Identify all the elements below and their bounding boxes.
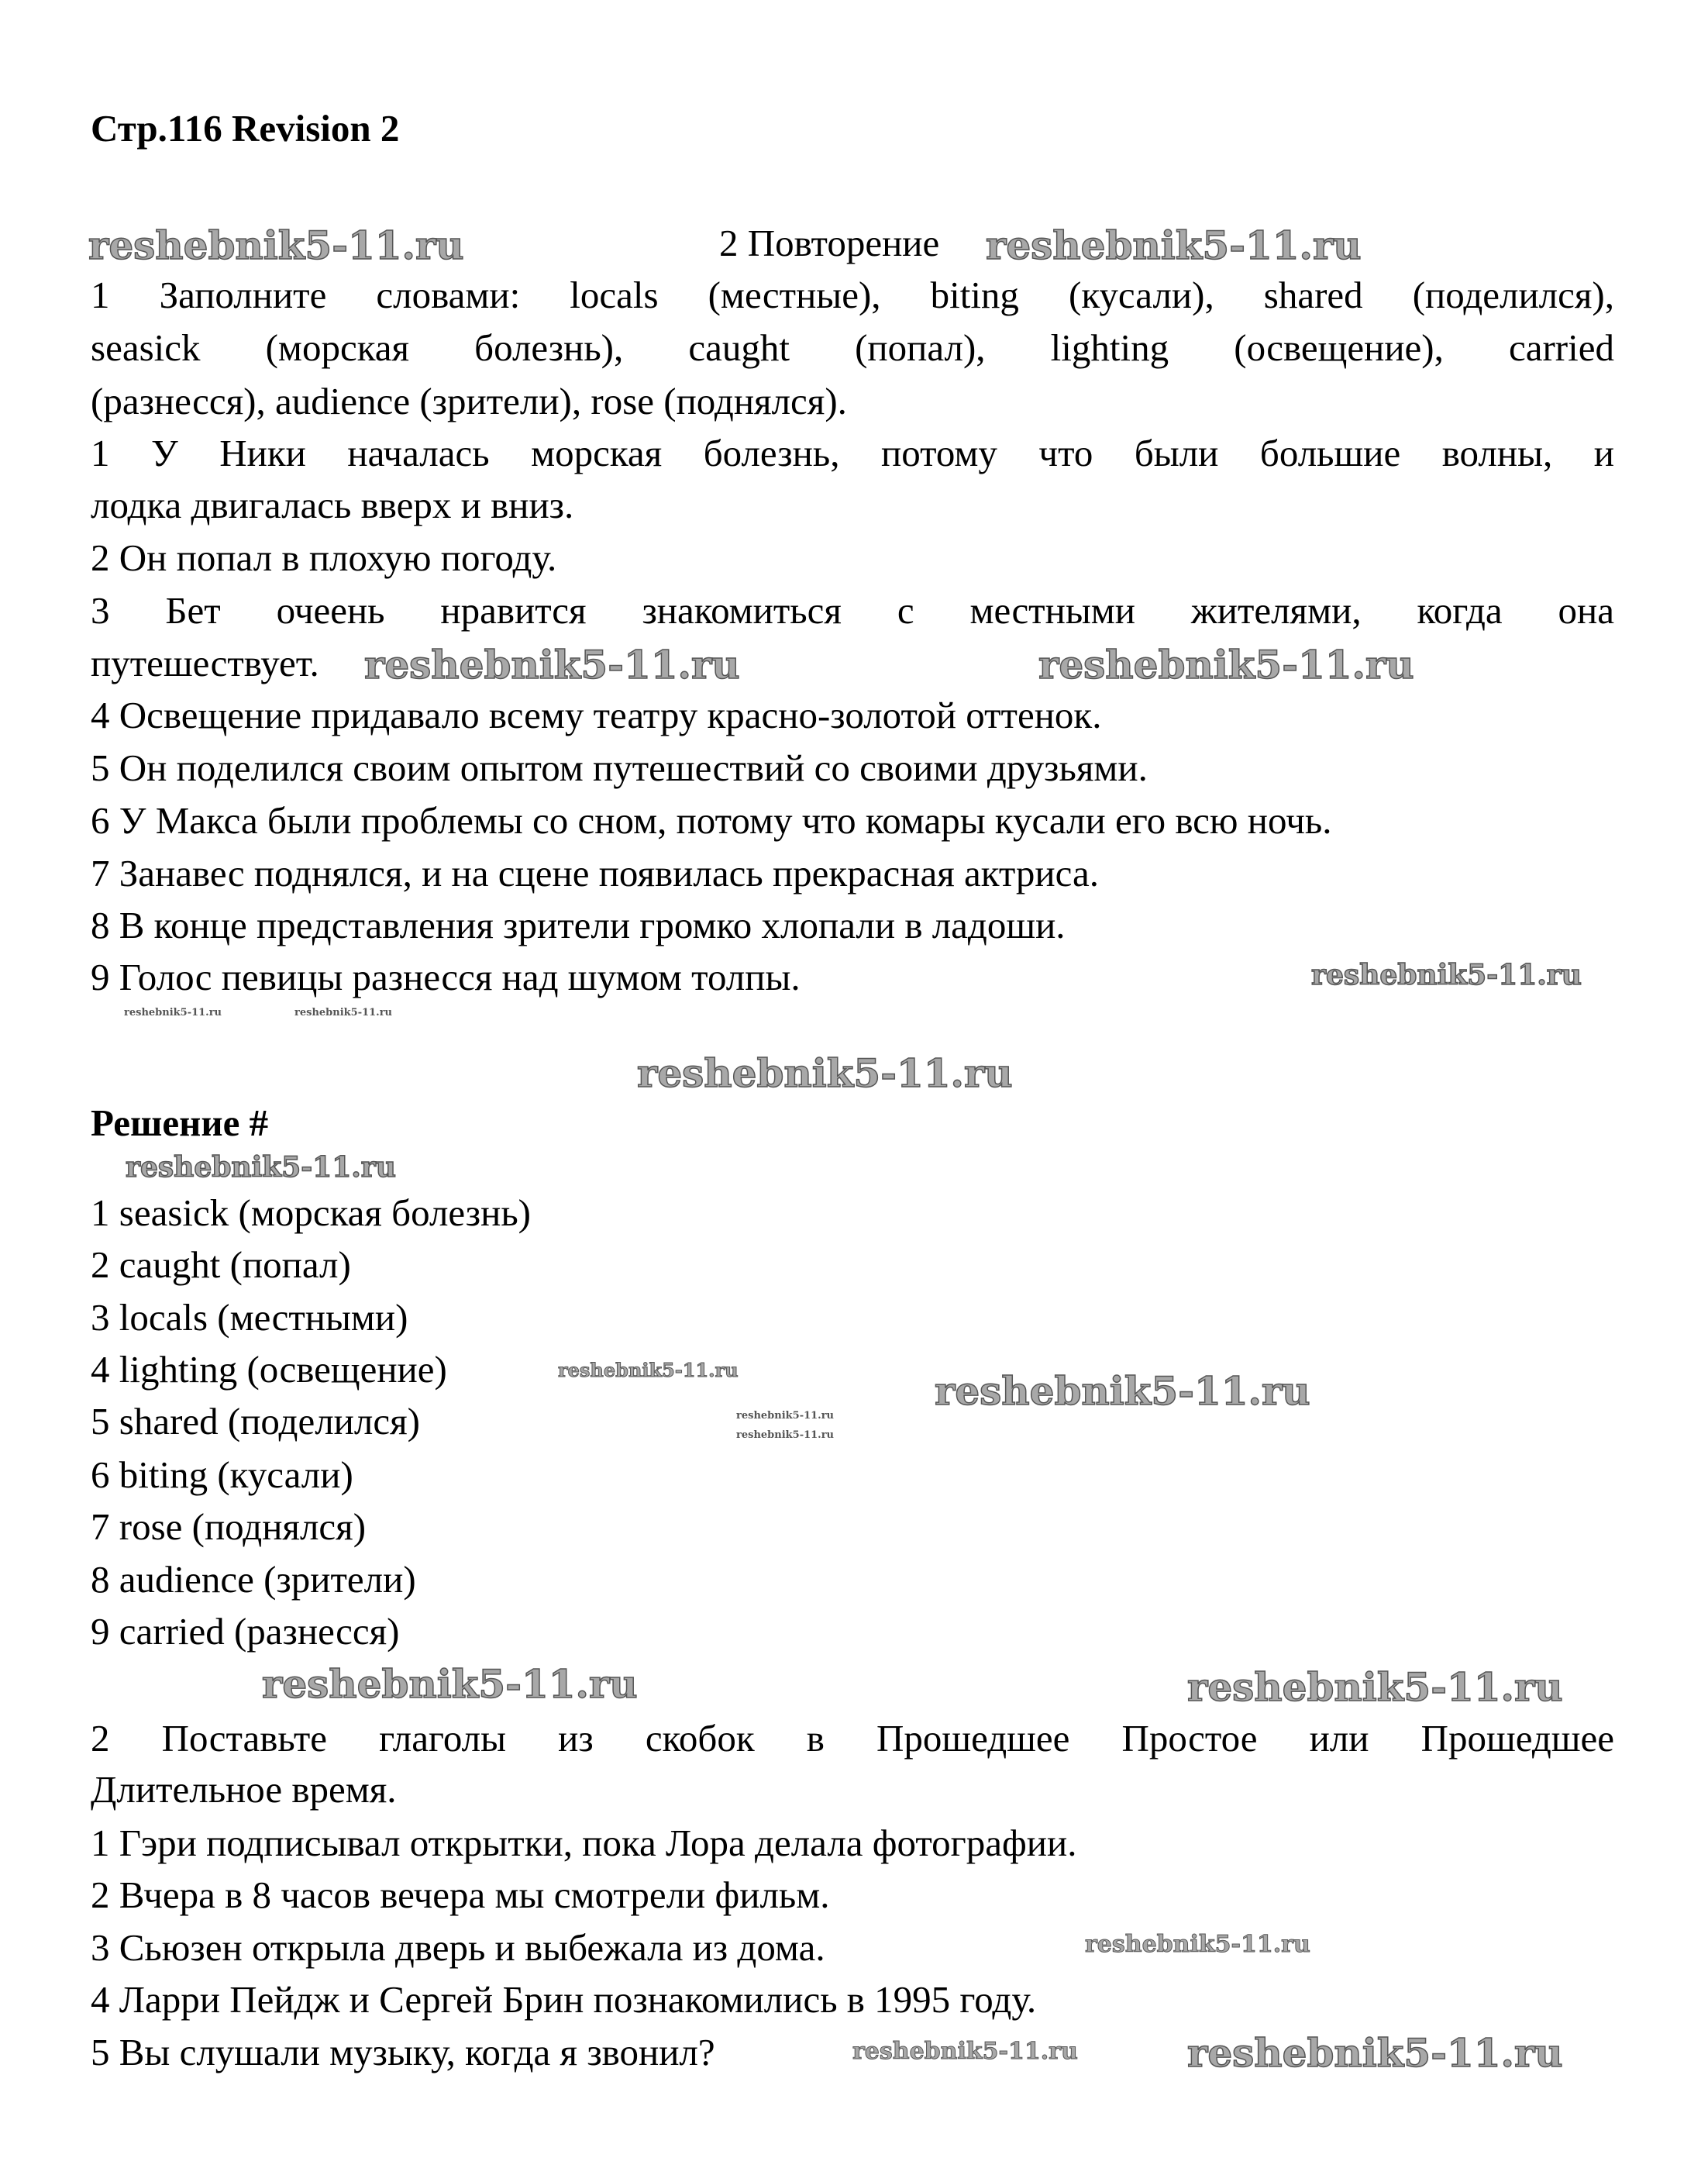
exercise1-sentence: путешествует.	[91, 642, 319, 684]
answer-item: 3 locals (местными)	[91, 1296, 408, 1339]
page-title: Стр.116 Revision 2	[91, 107, 400, 150]
exercise1-sentence: 3 Бет очеень нравится знакомиться с местными жителями, когда она	[91, 589, 1614, 632]
watermark: reshebnik5-11.ru	[736, 1429, 835, 1441]
watermark: reshebnik5-11.ru	[126, 1151, 396, 1184]
exercise2-task-line: Длительное время.	[91, 1768, 397, 1811]
watermark: reshebnik5-11.ru	[294, 1007, 393, 1019]
exercise1-task-line: 1 Заполните словами: locals (местные), biting (кусали), shared (поделился),	[91, 274, 1614, 316]
solution-heading: Решение #	[91, 1101, 269, 1144]
watermark: reshebnik5-11.ru	[637, 1050, 1013, 1096]
watermark: reshebnik5-11.ru	[736, 1410, 835, 1422]
exercise1-sentence: лодка двигалась вверх и вниз.	[91, 484, 574, 526]
answer-item: 6 biting (кусали)	[91, 1453, 353, 1496]
exercise1-task-line: (разнесся), audience (зрители), rose (поднялся).	[91, 380, 847, 422]
watermark: reshebnik5-11.ru	[364, 642, 740, 688]
exercise1-sentence: 6 У Макса были проблемы со сном, потому что комары кусали его всю ночь.	[91, 799, 1332, 842]
exercise1-sentence: 4 Освещение придавало всему театру красно-золотой оттенок.	[91, 694, 1102, 736]
answer-item: 4 lighting (освещение)	[91, 1348, 447, 1391]
exercise2-sentence: 3 Сьюзен открыла дверь и выбежала из дома.	[91, 1926, 825, 1969]
exercise1-sentence: 5 Он поделился своим опытом путешествий со своими друзьями.	[91, 746, 1148, 789]
exercise1-sentence: 2 Он попал в плохую погоду.	[91, 536, 557, 579]
watermark: reshebnik5-11.ru	[124, 1007, 222, 1019]
exercise2-sentence: 1 Гэри подписывал открытки, пока Лора делала фотографии.	[91, 1822, 1077, 1864]
watermark: reshebnik5-11.ru	[262, 1661, 638, 1707]
watermark: reshebnik5-11.ru	[852, 2038, 1078, 2065]
watermark: reshebnik5-11.ru	[1038, 642, 1414, 688]
answer-item: 7 rose (поднялся)	[91, 1505, 367, 1548]
watermark: reshebnik5-11.ru	[1085, 1931, 1310, 1958]
watermark: reshebnik5-11.ru	[88, 222, 464, 268]
watermark: reshebnik5-11.ru	[1311, 959, 1582, 991]
exercise1-task-line: seasick (морская болезнь), caught (попал), lighting (освещение), carried	[91, 326, 1614, 369]
exercise2-task-line: 2 Поставьте глаголы из скобок в Прошедшее Простое или Прошедшее	[91, 1717, 1614, 1760]
watermark: reshebnik5-11.ru	[935, 1368, 1310, 1414]
watermark: reshebnik5-11.ru	[1187, 1664, 1563, 1710]
watermark: reshebnik5-11.ru	[986, 222, 1362, 268]
exercise1-sentence: 9 Голос певицы разнесся над шумом толпы.	[91, 956, 801, 998]
answer-item: 2 caught (попал)	[91, 1243, 351, 1286]
answer-item: 9 carried (разнесся)	[91, 1610, 400, 1653]
exercise1-sentence: 1 У Ники началась морская болезнь, потому что были большие волны, и	[91, 432, 1614, 474]
exercise2-sentence: 2 Вчера в 8 часов вечера мы смотрели фильм.	[91, 1873, 830, 1916]
watermark: reshebnik5-11.ru	[558, 1359, 739, 1381]
watermark: reshebnik5-11.ru	[1187, 2030, 1563, 2076]
section-heading: 2 Повторение	[719, 222, 940, 264]
exercise2-sentence: 4 Ларри Пейдж и Сергей Брин познакомились в 1995 году.	[91, 1978, 1037, 2021]
exercise1-sentence: 7 Занавес поднялся, и на сцене появилась прекрасная актриса.	[91, 852, 1099, 894]
exercise2-sentence: 5 Вы слушали музыку, когда я звонил?	[91, 2031, 715, 2073]
exercise1-sentence: 8 В конце представления зрители громко хлопали в ладоши.	[91, 904, 1066, 946]
answer-item: 5 shared (поделился)	[91, 1400, 420, 1443]
answer-item: 8 audience (зрители)	[91, 1558, 416, 1601]
answer-item: 1 seasick (морская болезнь)	[91, 1191, 531, 1234]
